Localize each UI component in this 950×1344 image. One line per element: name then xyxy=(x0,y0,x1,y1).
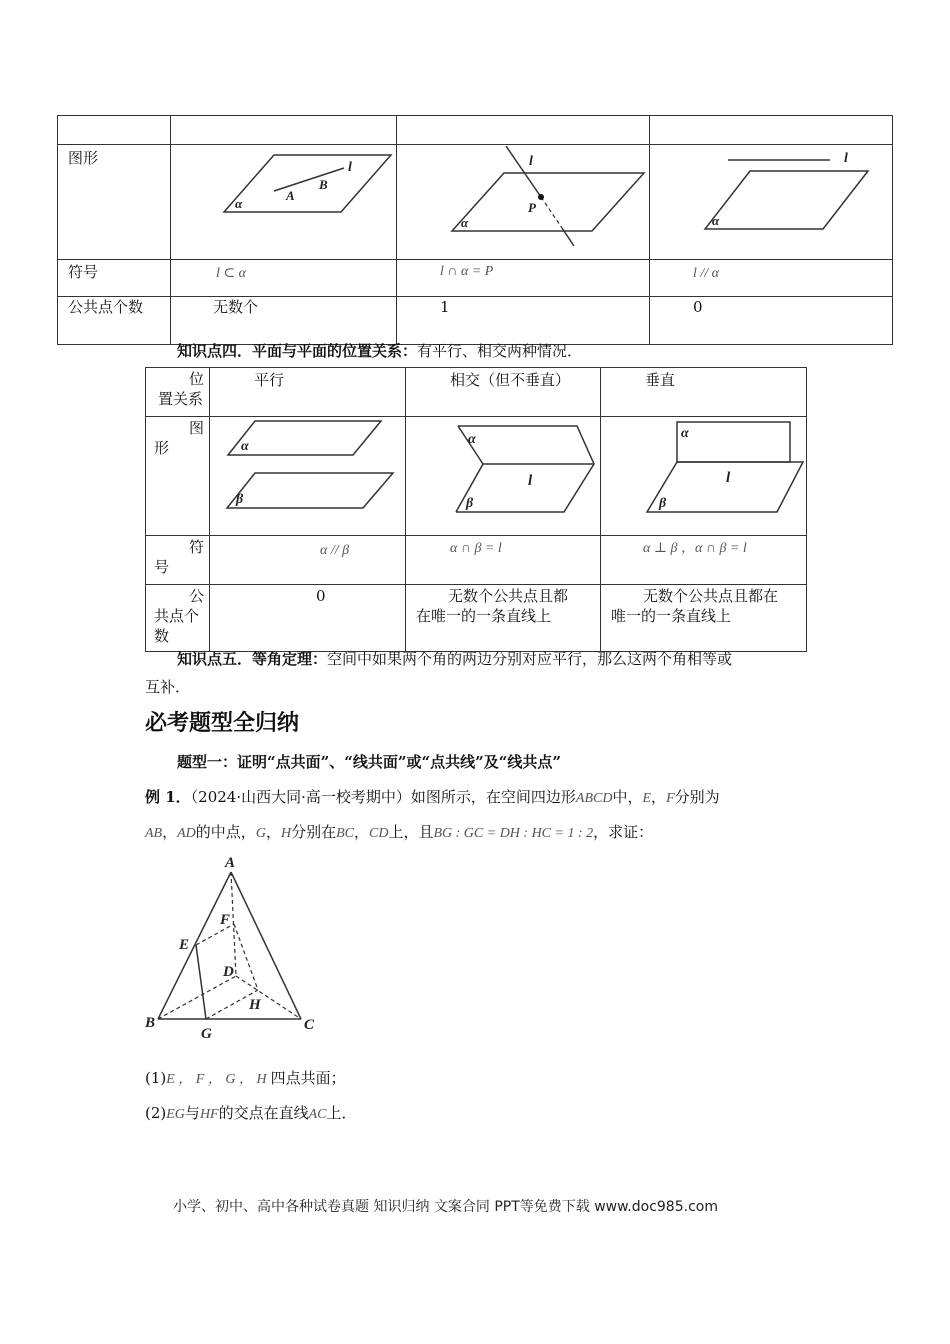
row-label-symbol: 符 号 xyxy=(146,536,210,585)
line-intersects-plane-figure xyxy=(397,145,650,254)
point-F-label: F xyxy=(220,912,231,928)
label-alpha: α xyxy=(681,426,689,441)
tetrahedron-figure xyxy=(140,850,330,1040)
question-1: (1)E ， F ， G ， H 四点共面； xyxy=(145,1069,346,1087)
symbol-line-intersect-plane: l ∩ α = P xyxy=(440,264,494,279)
example-1-line-2: AB，AD的中点，G，H分别在BC，CD上，且BG : GC = DH : HC = 1 : 2，求证： xyxy=(145,823,654,841)
line-in-plane-figure xyxy=(171,145,397,254)
point-C-label: C xyxy=(304,1017,315,1033)
point-H-label: H xyxy=(249,997,261,1013)
label-l: l xyxy=(844,151,848,166)
symbol-line-parallel-plane: l // α xyxy=(693,266,720,281)
symbol-parallel: α // β xyxy=(320,543,350,558)
row-label-figure: 图形 xyxy=(58,145,171,260)
point-A-label: A xyxy=(225,855,236,871)
plane-plane-table xyxy=(145,367,807,652)
question-type-1-heading: 题型一：证明“点共面”、“线共面”或“点共线”及“线共点” xyxy=(177,753,562,771)
line-parallel-plane-figure xyxy=(650,145,893,254)
point-B-label: B xyxy=(145,1015,156,1031)
section-heading: 必考题型全归纳 xyxy=(145,710,300,736)
line-plane-table xyxy=(57,115,893,345)
symbol-intersect: α ∩ β = l xyxy=(450,541,502,556)
label-alpha: α xyxy=(241,439,249,454)
common-points-zero: 0 xyxy=(316,587,326,605)
label-A: A xyxy=(286,188,295,203)
point-E-label: E xyxy=(179,937,190,953)
label-l: l xyxy=(726,470,731,486)
label-beta: β xyxy=(236,492,244,507)
label-alpha: α xyxy=(468,432,476,447)
label-B: B xyxy=(319,177,328,192)
question-2: (2)EG与HF的交点在直线AC上． xyxy=(145,1104,357,1122)
row-label-common-points: 公共点个数 xyxy=(58,297,171,345)
header-position-relation: 位 置关系 xyxy=(146,368,210,417)
knowledge-point-4: 知识点四．平面与平面的位置关系：有平行、相交两种情况． xyxy=(177,342,583,360)
label-l: l xyxy=(528,473,533,489)
common-points-line-2: 唯一的一条直线上 xyxy=(611,607,732,625)
knowledge-point-5: 知识点五．等角定理：空间中如果两个角的两边分别对应平行，那么这两个角相等或 xyxy=(177,650,733,668)
common-points-line-1: 无数个公共点且都在 xyxy=(643,587,779,605)
row-label-figure: 图 形 xyxy=(146,417,210,536)
point-G-label: G xyxy=(201,1026,212,1040)
knowledge-point-5-cont: 互补． xyxy=(145,678,191,696)
intersecting-planes-figure xyxy=(406,417,601,530)
label-beta: β xyxy=(659,496,667,511)
perpendicular-planes-figure xyxy=(601,417,807,530)
symbol-perpendicular: α ⊥ β ，α ∩ β = l xyxy=(643,541,747,556)
common-points-zero: 0 xyxy=(693,298,703,316)
label-beta: β xyxy=(466,496,474,511)
point-D-label: D xyxy=(223,964,234,980)
parallel-planes-figure xyxy=(210,417,406,530)
common-points-infinite: 无数个 xyxy=(213,298,259,316)
row-label-common-points: 公 共点个 数 xyxy=(146,585,210,652)
col-perpendicular: 垂直 xyxy=(645,371,676,389)
label-l: l xyxy=(529,154,533,169)
label-l: l xyxy=(348,160,352,175)
label-alpha: α xyxy=(235,196,243,211)
col-intersecting: 相交（但不垂直） xyxy=(450,371,571,389)
example-1-line-1: 例 1．（2024·山西大同·高一校考期中）如图所示，在空间四边形ABCD中，E，F分别为 xyxy=(145,788,720,806)
common-points-line-1: 无数个公共点且都 xyxy=(448,587,569,605)
label-P: P xyxy=(528,200,536,215)
common-points-one: 1 xyxy=(440,298,450,316)
symbol-line-in-plane: l ⊂ α xyxy=(216,266,246,281)
label-alpha: α xyxy=(712,213,720,228)
row-label-symbol: 符号 xyxy=(58,260,171,297)
common-points-line-2: 在唯一的一条直线上 xyxy=(416,607,552,625)
col-parallel: 平行 xyxy=(254,371,285,389)
page-footer: 小学、初中、高中各种试卷真题 知识归纳 文案合同 PPT等免费下载 www.doc985.com xyxy=(173,1199,718,1215)
label-alpha: α xyxy=(461,215,469,230)
